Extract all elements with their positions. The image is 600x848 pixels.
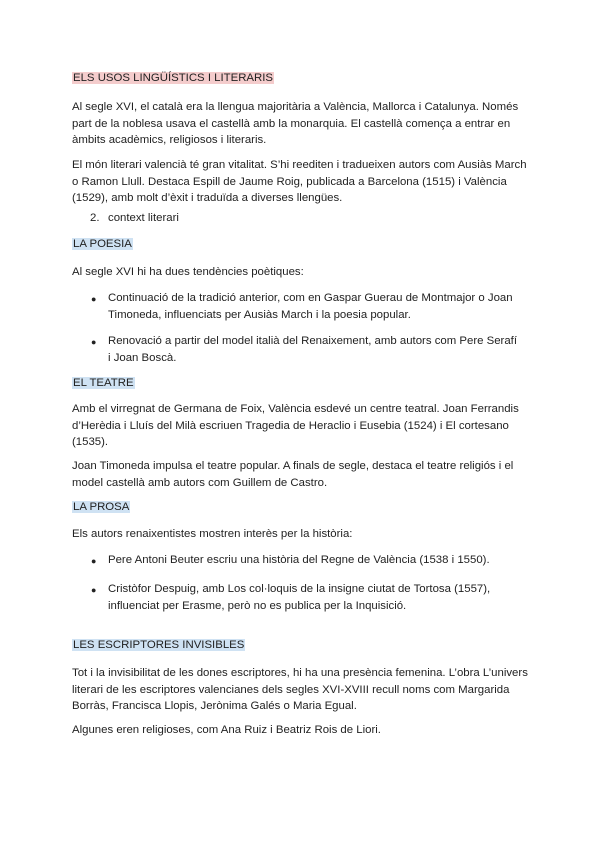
prosa-bullet-2: Cristòfor Despuig, amb Los col·loquis de la insigne ciutat de Tortosa (1557), influenciat per Erasme, però no es publica per la Inquisició. xyxy=(108,583,491,612)
poesia-intro: Al segle XVI hi ha dues tendències poètiques: xyxy=(72,266,304,278)
prosa-bullet-1: Pere Antoni Beuter escriu una història del Regne de València (1538 i 1550). xyxy=(108,554,490,566)
escriptores-heading-text: LES ESCRIPTORES INVISIBLES xyxy=(73,639,245,651)
main-heading-text: ELS USOS LINGÜÍSTICS I LITERARIS xyxy=(73,72,274,84)
main-heading xyxy=(72,70,532,87)
bullet-dot-icon: ● xyxy=(91,556,97,566)
escriptores-heading xyxy=(72,637,532,654)
poesia-bullet-2: Renovació a partir del model italià del Renaixement, amb autors com Pere Serafí i Joan Boscà. xyxy=(108,335,518,364)
poesia-bullet-1: Continuació de la tradició anterior, com en Gaspar Guerau de Montmajor o Joan Timoneda, influenciats per Ausiàs March i la poesia popular. xyxy=(108,292,513,321)
prosa-heading xyxy=(72,499,532,516)
poesia-heading xyxy=(72,236,532,253)
teatre-paragraph-2: Joan Timoneda impulsa el teatre popular. A finals de segle, destaca el teatre religiós i el model castellà amb autors com Guillem de Castro. xyxy=(72,460,514,489)
teatre-heading xyxy=(72,375,532,392)
teatre-heading-text: EL TEATRE xyxy=(73,377,134,389)
paragraph-mon-literari: El món literari valencià té gran vitalitat. S’hi reediten i tradueixen autors com Ausiàs March o Ramon Llull. Destaca Espill de Jaume Roig, publicada a Barcelona (1515) i València (1529), amb molt d’èxit i traduïda a diverses llengües. xyxy=(72,159,527,205)
bullet-dot-icon: ● xyxy=(91,337,97,347)
list-item-context: context literari xyxy=(108,212,179,224)
escriptores-paragraph-1: Tot i la invisibilitat de les dones escriptores, hi ha una presència femenina. L’obra L’univers literari de les escriptores valencianes dels segles XVI-XVIII recull noms com Margarida Borràs, Francisca Llopis, Jerònima Galés o Maria Egual. xyxy=(72,667,528,713)
escriptores-paragraph-2: Algunes eren religioses, com Ana Ruiz i Beatriz Rois de Liori. xyxy=(72,724,381,736)
list-number: 2. xyxy=(90,212,100,224)
prosa-intro: Els autors renaixentistes mostren interès per la història: xyxy=(72,528,353,540)
poesia-heading-text: LA POESIA xyxy=(73,238,132,250)
paragraph-catala: Al segle XVI, el català era la llengua majoritària a València, Mallorca i Catalunya. Només part de la noblesa usava el castellà amb la monarquia. El castellà comença a entrar en àmbits acadèmics, religiosos i literaris. xyxy=(72,101,519,147)
prosa-heading-text: LA PROSA xyxy=(73,501,130,513)
bullet-dot-icon: ● xyxy=(91,585,97,595)
teatre-paragraph-1: Amb el virregnat de Germana de Foix, València esdevé un centre teatral. Joan Ferrandis d’Herèdia i Lluís del Milà escriuen Tragedia de Heraclio i Eusebia (1524) i El cortesano (1535). xyxy=(72,403,519,449)
bullet-dot-icon: ● xyxy=(91,294,97,304)
